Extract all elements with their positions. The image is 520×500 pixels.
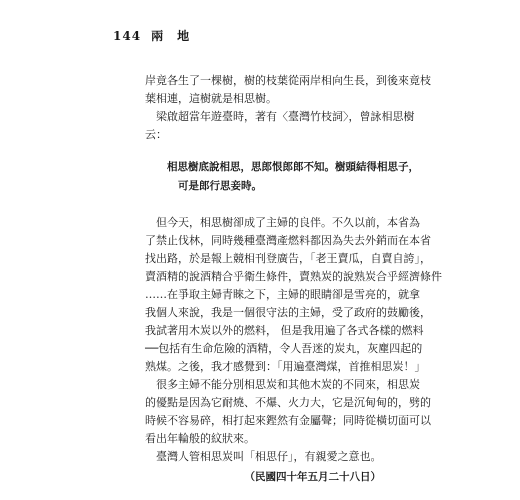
text-line: 找出路，於是報上競相刊登廣告，「老王賣瓜，自賣自誇」， xyxy=(145,252,431,265)
text-line: 岸竟各生了一棵樹，樹的枝葉從兩岸相向生長，到後來竟枝 xyxy=(145,74,431,87)
text-line: 我個人來說，我是一個很守法的主婦，受了政府的鼓勵後， xyxy=(145,306,431,319)
page-body xyxy=(145,72,442,486)
text-line: ……在爭取主婦青睞之下，主婦的眼睛卻是雪亮的，就拿 xyxy=(145,288,420,301)
text-line: 臺灣人管相思炭叫「相思仔」，有親愛之意也。 xyxy=(156,450,382,463)
text-line: 了禁止伐林，同時幾種臺灣產燃料都因為失去外銷而在本省 xyxy=(145,234,431,247)
page-number: 144 xyxy=(113,29,142,43)
text-line: 云： xyxy=(145,128,167,141)
text-line: 的優點是因為它耐燒、不爆、火力大，它是沉甸甸的，劈的 xyxy=(145,396,431,409)
page-header xyxy=(113,27,190,44)
text-line: 賣酒精的說酒精合乎衛生條件，賣熟炭的說熟炭合乎經濟條件 xyxy=(145,270,442,283)
text-line: 看出年輪般的紋狀來。 xyxy=(145,432,255,445)
paragraph xyxy=(145,376,431,448)
text-line: 我試著用木炭以外的燃料， 但是我用遍了各式各樣的燃料 xyxy=(145,324,424,337)
text-line: 很多主婦不能分別相思炭和其他木炭的不同來，相思炭 xyxy=(156,378,420,391)
paragraph xyxy=(145,108,415,144)
text-line: 葉相連，這樹就是相思樹。 xyxy=(145,92,277,105)
paragraph xyxy=(145,448,381,466)
paragraph xyxy=(145,214,442,376)
date-note: （民國四十年五月二十八日） xyxy=(244,471,381,483)
poem-line: 可是郎行思妾時。 xyxy=(178,180,262,192)
poem-line: 相思樹底說相思，思郎恨郎郎不知。樹頭結得相思子， xyxy=(167,161,419,173)
text-line: 梁啟超當年遊臺時，著有〈臺灣竹枝詞〉，曾詠相思樹 xyxy=(156,110,415,123)
running-title: 兩 地 xyxy=(151,29,191,43)
text-line: 時候不容易碎，相打起來鏗然有金屬聲；同時從橫切面可以 xyxy=(145,414,431,427)
poem-quote xyxy=(145,158,419,196)
text-line: 但今天，相思樹卻成了主婦的良伴。不久以前，本省為 xyxy=(156,216,420,229)
paragraph xyxy=(145,72,431,108)
text-line: ──包括有生命危險的酒精，令人吾迷的炭丸，灰塵四起的 xyxy=(145,342,423,355)
text-line: 熟煤。之後，我才感覺到：「用遍臺灣煤，首推相思炭！」 xyxy=(145,360,426,373)
